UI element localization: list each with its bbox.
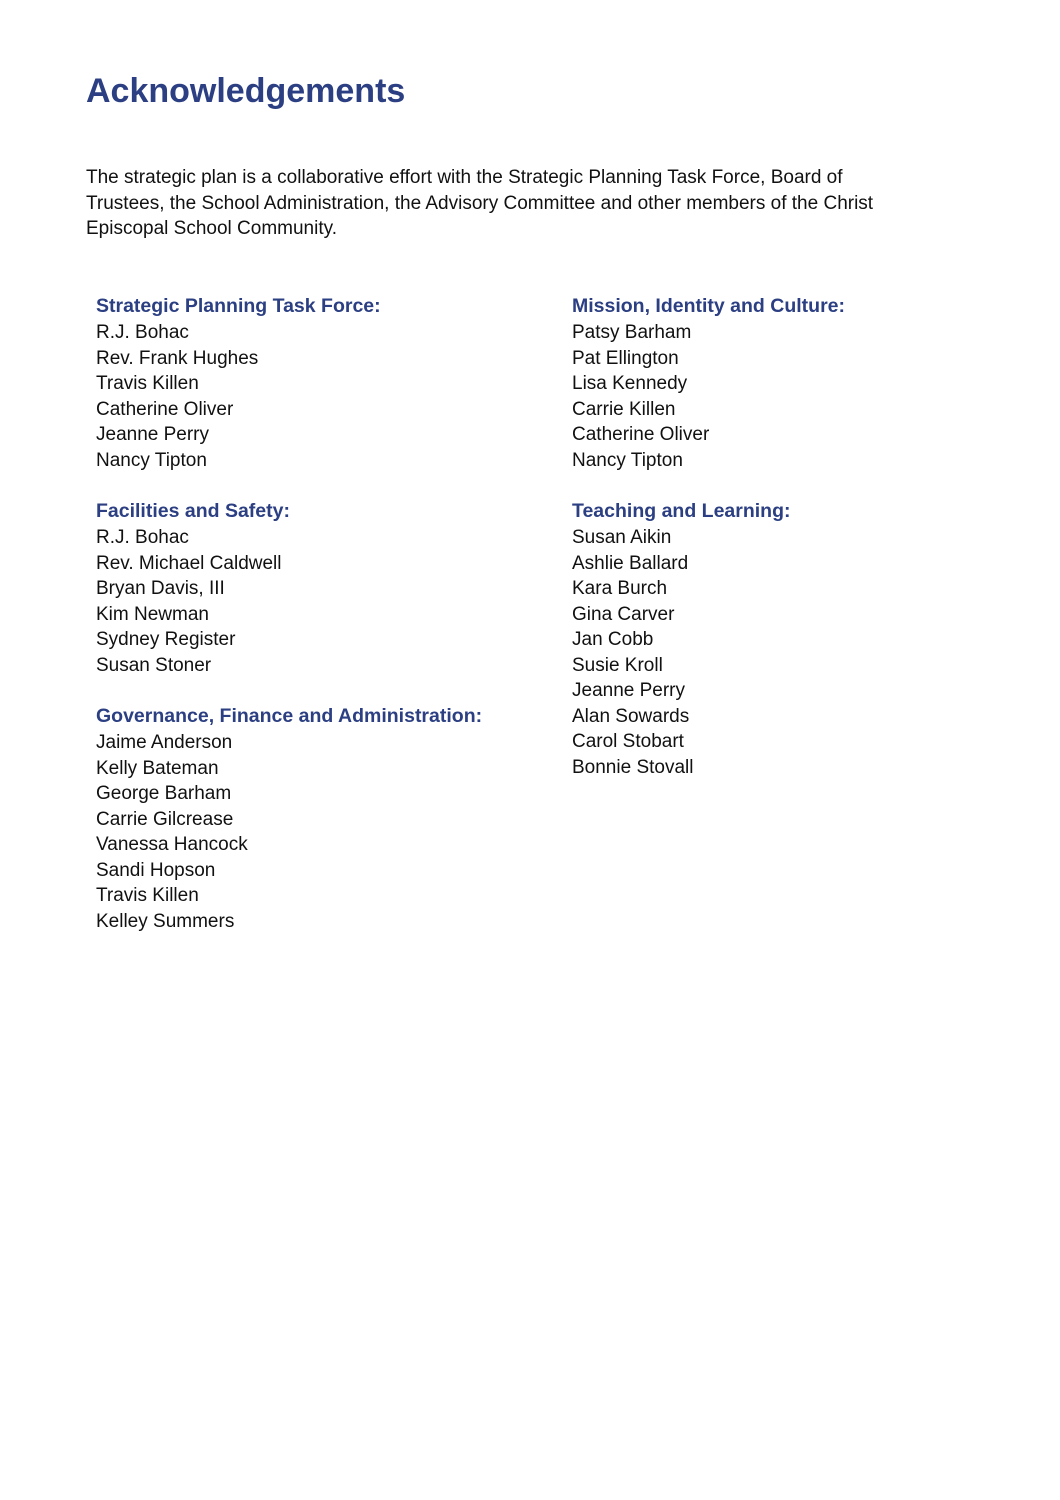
- member-name: Pat Ellington: [572, 347, 679, 369]
- member-name: R.J. Bohac: [96, 322, 189, 343]
- member-name: Kim Newman: [96, 603, 209, 625]
- member-name: George Barham: [96, 783, 232, 804]
- right-column: [572, 293, 1012, 805]
- member-name: Travis Killen: [96, 885, 199, 906]
- member-list: [96, 730, 536, 934]
- member-name: Nancy Tipton: [572, 449, 683, 471]
- committee-heading: Mission, Identity and Culture:: [572, 295, 846, 317]
- member-name: Susan Stoner: [96, 654, 212, 676]
- member-name: Bryan Davis, III: [96, 578, 225, 599]
- member-name: Kelley Summers: [96, 910, 235, 932]
- committee-heading: Teaching and Learning:: [572, 500, 791, 522]
- member-name: Jeanne Perry: [572, 680, 686, 701]
- committee-strategic-planning: [96, 293, 536, 473]
- member-name: Kelly Bateman: [96, 757, 219, 779]
- member-name: Bonnie Stovall: [572, 756, 694, 778]
- member-name: Catherine Oliver: [572, 424, 710, 445]
- member-name: Patsy Barham: [572, 322, 692, 343]
- member-name: Alan Sowards: [572, 705, 690, 727]
- member-name: Sydney Register: [96, 629, 236, 650]
- committee-mission-identity: [572, 293, 1012, 473]
- left-column: [96, 293, 536, 959]
- member-name: Gina Carver: [572, 603, 675, 625]
- member-name: Travis Killen: [96, 373, 199, 394]
- member-name: Lisa Kennedy: [572, 373, 688, 394]
- member-name: Susie Kroll: [572, 654, 663, 676]
- member-name: Susan Aikin: [572, 527, 672, 548]
- member-name: Carol Stobart: [572, 731, 684, 752]
- member-name: Jan Cobb: [572, 629, 654, 650]
- member-name: Vanessa Hancock: [96, 834, 248, 855]
- member-name: Nancy Tipton: [96, 449, 207, 471]
- committee-heading: Governance, Finance and Administration:: [96, 705, 483, 727]
- page-title: Acknowledgements: [86, 72, 406, 110]
- committee-heading: Strategic Planning Task Force:: [96, 295, 381, 317]
- member-name: Jaime Anderson: [96, 732, 233, 753]
- member-list: [572, 320, 1012, 473]
- member-name: Rev. Frank Hughes: [96, 347, 259, 369]
- member-list: [96, 320, 536, 473]
- member-name: Kara Burch: [572, 578, 668, 599]
- member-list: [96, 525, 536, 678]
- member-name: Carrie Killen: [572, 398, 676, 420]
- member-name: Ashlie Ballard: [572, 552, 689, 574]
- member-name: R.J. Bohac: [96, 527, 189, 548]
- committee-governance-finance: [96, 703, 536, 934]
- committee-facilities-safety: [96, 498, 536, 678]
- member-name: Sandi Hopson: [96, 859, 216, 881]
- member-name: Carrie Gilcrease: [96, 808, 234, 830]
- committee-teaching-learning: [572, 498, 1012, 780]
- member-name: Rev. Michael Caldwell: [96, 552, 282, 574]
- committee-heading: Facilities and Safety:: [96, 500, 290, 522]
- member-name: Jeanne Perry: [96, 424, 210, 445]
- member-list: [572, 525, 1012, 780]
- intro-paragraph: The strategic plan is a collaborative effort with the Strategic Planning Task Force, Board of Trustees, the School Administration, the Advisory Committee and other members of the Christ Episcopal School Community.: [86, 167, 874, 239]
- member-name: Catherine Oliver: [96, 398, 234, 420]
